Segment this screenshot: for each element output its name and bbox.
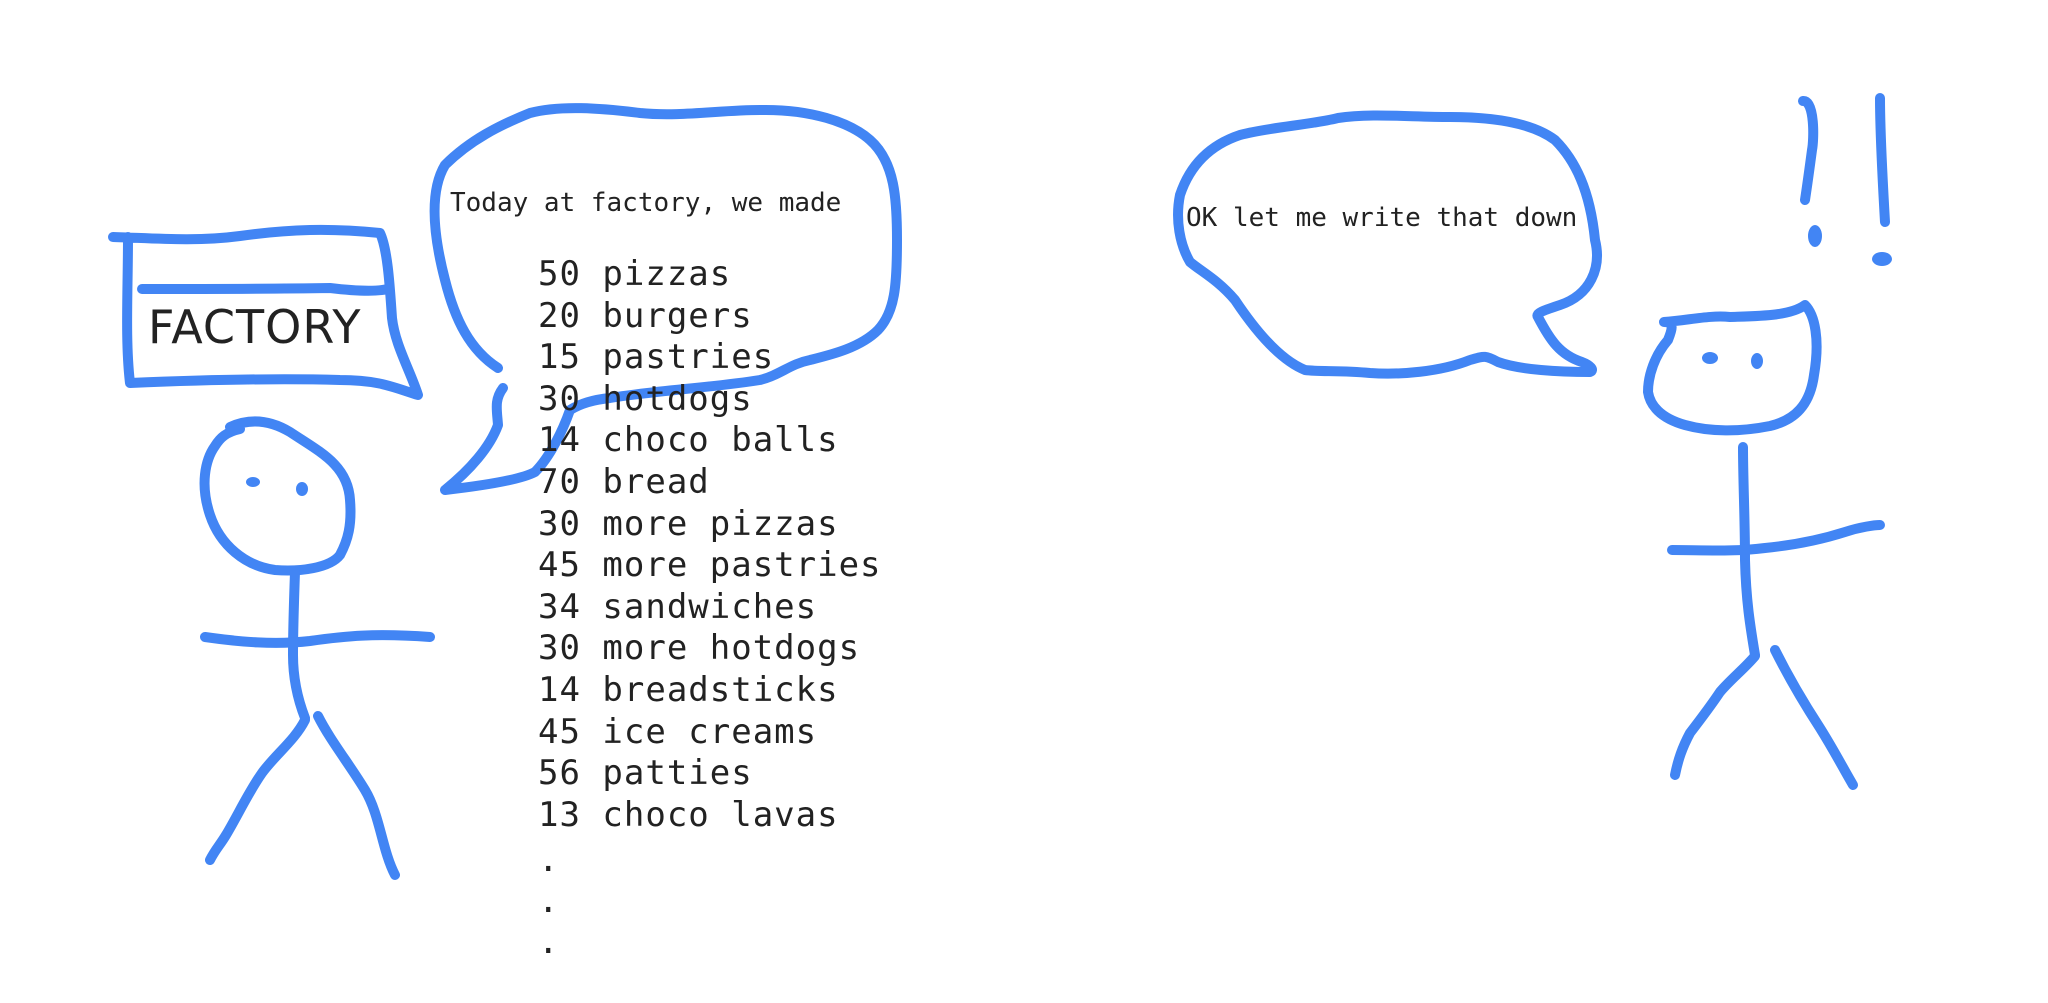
list-item: 45 more pastries	[538, 545, 882, 586]
right-person-leg-right	[1775, 650, 1853, 785]
list-item: 20 burgers	[538, 295, 753, 336]
ellipsis-dot: .	[538, 840, 559, 880]
left-person-head	[205, 421, 351, 570]
list-item: 30 more hotdogs	[538, 628, 861, 669]
left-person-eye-left	[246, 477, 260, 487]
list-item: 14 breadsticks	[538, 669, 839, 710]
right-person-eye-left	[1702, 352, 1718, 364]
factory-sign-label: FACTORY	[148, 300, 362, 354]
left-person-arms	[205, 635, 430, 643]
right-person-eye-right	[1751, 353, 1763, 369]
production-list	[538, 254, 882, 836]
ellipsis-dot: .	[538, 881, 559, 921]
factory-sign-rule	[142, 288, 388, 291]
left-person-leg-right	[318, 716, 395, 875]
list-item: 14 choco balls	[538, 420, 839, 461]
list-item: 45 ice creams	[538, 711, 818, 752]
speaker-intro-text: Today at factory, we made	[450, 188, 842, 218]
ellipsis-dot: .	[538, 922, 559, 962]
list-item: 70 bread	[538, 461, 710, 502]
list-item: 30 more pizzas	[538, 503, 839, 544]
list-item: 30 hotdogs	[538, 378, 753, 419]
exclamation-mark-2	[1880, 98, 1885, 222]
list-item: 13 choco lavas	[538, 794, 839, 835]
list-item: 15 pastries	[538, 337, 775, 378]
exclamation-mark-1	[1803, 101, 1813, 200]
right-person-arms	[1672, 525, 1880, 551]
list-item: 34 sandwiches	[538, 586, 818, 627]
right-speech-bubble	[1178, 115, 1597, 373]
right-person-leg-left	[1675, 656, 1755, 775]
exclamation-mark-2-dot	[1872, 252, 1892, 266]
listener-reply-text: OK let me write that down	[1186, 203, 1578, 233]
left-person-eye-right	[296, 482, 308, 496]
right-person-head	[1648, 305, 1817, 430]
list-item: 56 patties	[538, 753, 753, 794]
list-item: 50 pizzas	[538, 254, 732, 294]
exclamation-mark-1-dot	[1808, 225, 1822, 247]
left-person-leg-left	[210, 720, 305, 860]
list-continuation	[538, 840, 558, 963]
